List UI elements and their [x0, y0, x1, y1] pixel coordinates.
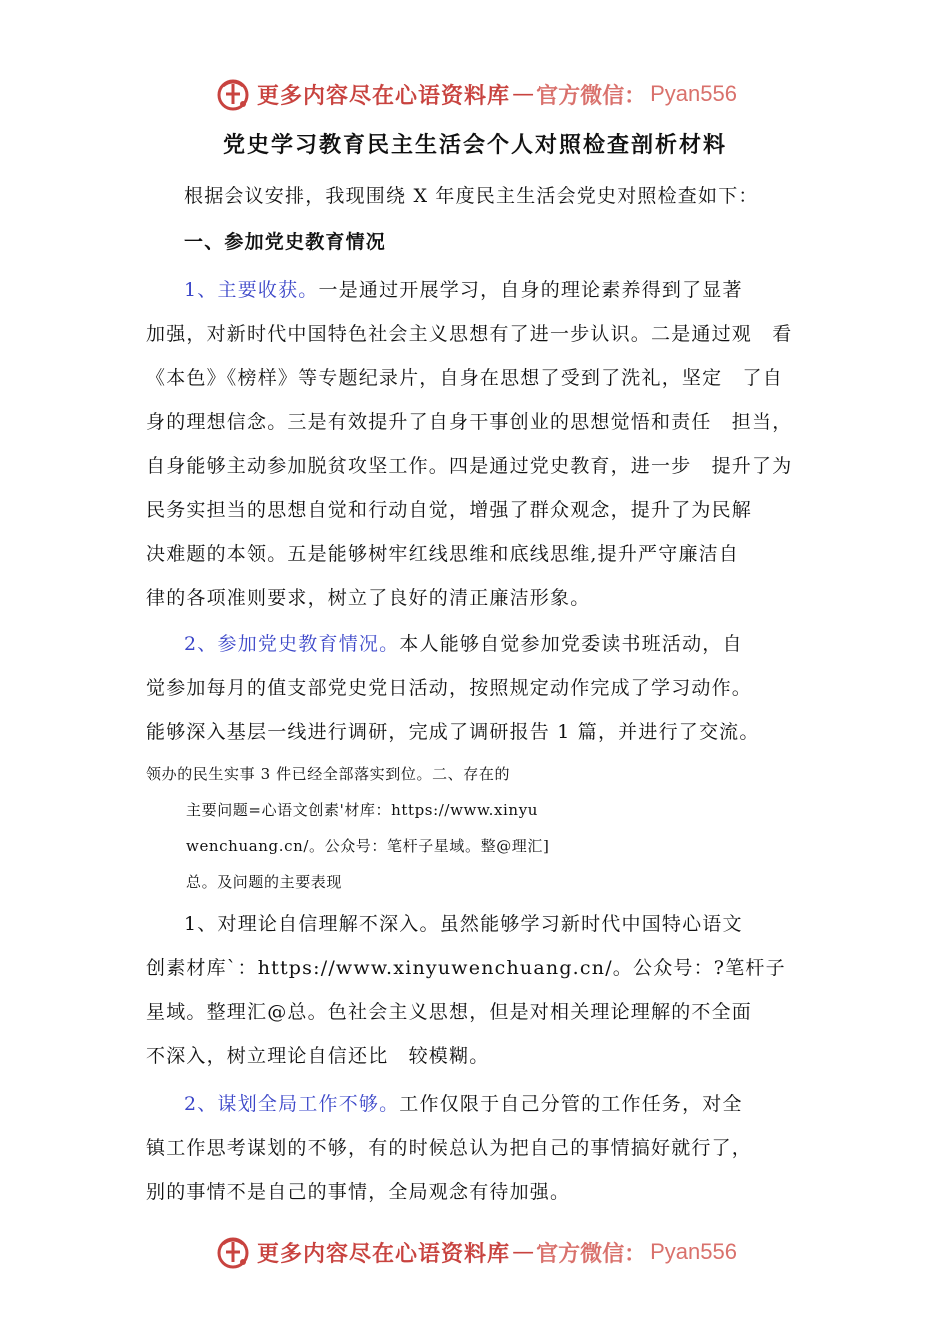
- problem1-line: 星域。整理汇@总。色社会主义思想，但是对相关理论理解的不全面: [146, 1001, 753, 1023]
- problem2-line: 别的事情不是自己的事情，全局观念有待加强。: [146, 1181, 571, 1203]
- item2-label: 2、参加党史教育情况。: [184, 633, 400, 655]
- item2-line-0: 本人能够自觉参加党委读书班活动，自: [399, 633, 743, 655]
- item1-line-0: 一是通过开展学习，自身的理论素养得到了显著: [318, 279, 743, 301]
- problem2-line: 镇工作思考谋划的不够，有的时候总认为把自己的事情搞好就行了，: [146, 1137, 753, 1159]
- item1-line: 《本色》《榜样》等专题纪录片，自身在思想了受到了洗礼，坚定 了自: [146, 367, 783, 389]
- banner-wechat-label: 官方微信：: [536, 1241, 647, 1267]
- intro-paragraph: 根据会议安排，我现围绕 X 年度民主生活会党史对照检查如下：: [184, 185, 759, 207]
- problem2-label: 2、谋划全局工作不够。: [184, 1093, 400, 1115]
- library-logo-icon: [213, 1232, 253, 1272]
- small-text-line: 主要问题=心语文创素'材库：https://www.xinyu: [186, 801, 539, 819]
- item1-line: 加强，对新时代中国特色社会主义思想有了进一步认识。二是通过观 看: [146, 323, 793, 345]
- item1-first-line: [184, 268, 808, 312]
- item1-label: 1、主要收获。: [184, 279, 319, 301]
- small-text-line: 领办的民生实事 3 件已经全部落实到位。二、存在的: [146, 765, 511, 783]
- banner-separator: —: [512, 1239, 535, 1265]
- small-text-line: 总。及问题的主要表现: [186, 873, 343, 891]
- item1-line: 民务实担当的思想自觉和行动自觉，增强了群众观念，提升了为民解: [146, 499, 753, 521]
- item2-line: 能够深入基层一线进行调研，完成了调研报告 1 篇，并进行了交流。: [146, 721, 760, 743]
- problem2-first-line: [184, 1082, 808, 1126]
- problem1-line: 创素材库`：https://www.xinyuwenchuang.cn/。公众号：?笔杆子: [146, 957, 786, 979]
- banner-separator: —: [512, 81, 535, 107]
- banner-wechat-id: Pyan556: [650, 81, 737, 106]
- footer-watermark-banner: [0, 1228, 950, 1276]
- item2-line: 觉参加每月的值支部党史党日活动，按照规定动作完成了学习动作。: [146, 677, 753, 699]
- library-logo-icon: [213, 74, 253, 114]
- header-watermark-banner: [0, 70, 950, 118]
- item2-first-line: [184, 622, 808, 666]
- item1-line: 身的理想信念。三是有效提升了自身干事创业的思想觉悟和责任 担当，: [146, 411, 793, 433]
- item1-line: 决难题的本领。五是能够树牢红线思维和底线思维,提升严守廉洁自: [146, 543, 740, 565]
- banner-wechat-label: 官方微信：: [536, 83, 647, 109]
- section-heading-1: 一、参加党史教育情况: [184, 231, 387, 253]
- document-title: 党史学习教育民主生活会个人对照检查剖析材料: [222, 133, 727, 158]
- problem1-line: 不深入，树立理论自信还比 较模糊。: [146, 1045, 490, 1067]
- banner-text: 更多内容尽在心语资料库: [257, 83, 511, 109]
- item1-line: 律的各项准则要求，树立了良好的清正廉洁形象。: [146, 587, 591, 609]
- problem2-line-0: 工作仅限于自己分管的工作任务，对全: [399, 1093, 743, 1115]
- item1-line: 自身能够主动参加脱贫攻坚工作。四是通过党史教育，进一步 提升了为: [146, 455, 793, 477]
- banner-text: 更多内容尽在心语资料库: [257, 1241, 511, 1267]
- small-text-line: wenchuang.cn/。公众号：笔杆子星域。整@理汇]: [186, 837, 550, 855]
- banner-wechat-id: Pyan556: [650, 1239, 737, 1264]
- problem1-line: 1、对理论自信理解不深入。虽然能够学习新时代中国特心语文: [184, 913, 743, 935]
